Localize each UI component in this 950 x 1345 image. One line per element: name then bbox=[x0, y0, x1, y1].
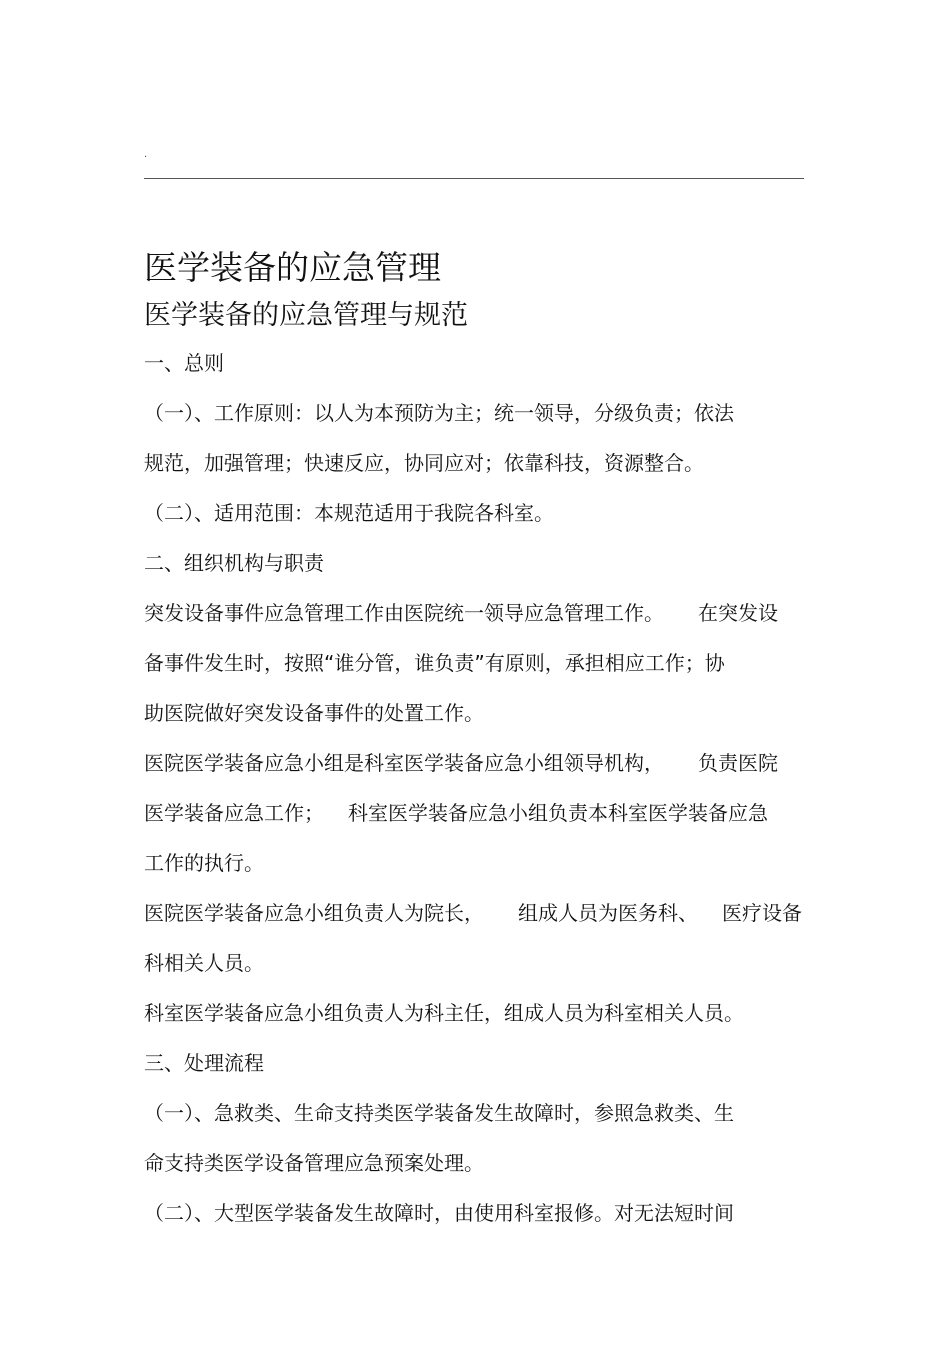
paragraph-line: （一）、急救类、生命支持类医学装备发生故障时，参照急救类、生 bbox=[144, 1101, 734, 1125]
paragraph-line: 备事件发生时，按照“谁分管，谁负责”有原则，承担相应工作；协 bbox=[144, 651, 725, 675]
document-title: 医学装备的应急管理 bbox=[144, 248, 441, 287]
paragraph-segment: 医学装备应急工作； bbox=[144, 801, 324, 825]
paragraph-line: 助医院做好突发设备事件的处置工作。 bbox=[144, 701, 484, 725]
paragraph-segment: 负责医院 bbox=[698, 751, 778, 775]
paragraph-line: 科相关人员。 bbox=[144, 951, 264, 975]
paragraph-segment: 突发设备事件应急管理工作由医院统一领导应急管理工作。 bbox=[144, 601, 664, 625]
paragraph-line: （二）、适用范围：本规范适用于我院各科室。 bbox=[144, 501, 554, 525]
paragraph-line: 规范，加强管理；快速反应，协同应对；依靠科技，资源整合。 bbox=[144, 451, 704, 475]
paragraph-line bbox=[144, 588, 806, 638]
document-subtitle: 医学装备的应急管理与规范 bbox=[144, 300, 468, 331]
document-body bbox=[144, 246, 806, 1238]
section-heading-organization: 二、组织机构与职责 bbox=[144, 551, 324, 575]
header-rule bbox=[144, 178, 804, 179]
header-mark: . bbox=[144, 149, 148, 160]
paragraph-line bbox=[144, 738, 806, 788]
paragraph-segment: 医院医学装备应急小组是科室医学装备应急小组领导机构， bbox=[144, 751, 664, 775]
paragraph-line: 命支持类医学设备管理应急预案处理。 bbox=[144, 1151, 484, 1175]
paragraph-segment: 医院医学装备应急小组负责人为院长， bbox=[144, 901, 484, 925]
section-heading-process: 三、处理流程 bbox=[144, 1051, 264, 1075]
paragraph-segment: 医疗设备 bbox=[722, 901, 802, 925]
section-heading-general: 一、总则 bbox=[144, 351, 224, 375]
paragraph-segment: 科室医学装备应急小组负责本科室医学装备应急 bbox=[348, 801, 768, 825]
paragraph-line bbox=[144, 788, 806, 838]
paragraph-line: 工作的执行。 bbox=[144, 851, 264, 875]
paragraph-line: 科室医学装备应急小组负责人为科主任，组成人员为科室相关人员。 bbox=[144, 1001, 744, 1025]
paragraph-line: （一）、工作原则：以人为本预防为主；统一领导，分级负责；依法 bbox=[144, 401, 734, 425]
paragraph-segment: 组成人员为医务科、 bbox=[518, 901, 698, 925]
paragraph-segment: 在突发设 bbox=[698, 601, 778, 625]
paragraph-line bbox=[144, 888, 806, 938]
paragraph-line: （二）、大型医学装备发生故障时，由使用科室报修。对无法短时间 bbox=[144, 1201, 734, 1225]
